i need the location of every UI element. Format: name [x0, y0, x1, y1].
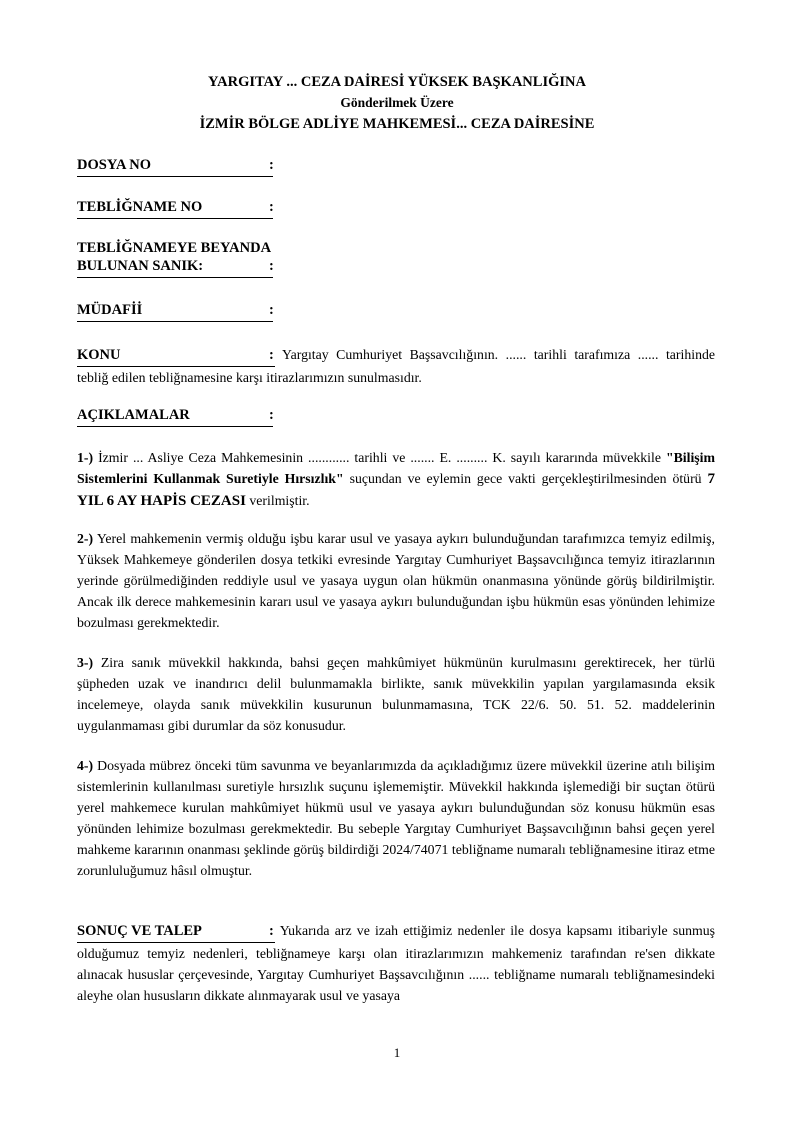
paragraph-1: [77, 447, 715, 512]
field-colon: :: [269, 347, 274, 363]
sanik-field: [77, 240, 273, 275]
paragraph-3: [77, 652, 715, 736]
konu-text: Yargıtay Cumhuriyet Başsavcılığının. ...... tarihli tarafımıza ...... tarihinde tebliğ edilen tebliğnamesine karşı itirazlarımızın sunulmasıdır.: [77, 347, 716, 385]
tebligname-no-label: TEBLİĞNAME NO: [77, 199, 273, 216]
paragraph-number: 2-): [77, 531, 94, 546]
paragraph-number: 4-): [77, 758, 94, 773]
paragraph-number: 3-): [77, 655, 94, 670]
paragraph-text: İzmir ... Asliye Ceza Mahkemesinin ............ tarihli ve ....... E. ......... K. sayılı kararında müvekkile: [98, 450, 661, 465]
field-colon: :: [269, 923, 274, 939]
aciklamalar-label: AÇIKLAMALAR: [77, 407, 190, 423]
sonuc-section: [77, 920, 715, 1006]
field-colon: :: [269, 157, 274, 173]
page-number: 1: [393, 1045, 401, 1060]
crime-name: "Bilişim Sistemlerini Kullanmak Suretiyle Hırsızlık": [77, 450, 715, 486]
dosya-no-field: [77, 157, 273, 174]
sanik-label-line2: BULUNAN SANIK:: [77, 258, 273, 275]
konu-section: [77, 344, 715, 388]
sonuc-label: SONUÇ VE TALEP: [77, 923, 202, 939]
mudafi-field: [77, 302, 273, 319]
tebligname-no-field: [77, 199, 273, 216]
field-colon: :: [269, 302, 274, 318]
aciklamalar-section: [77, 404, 715, 427]
paragraph-2: [77, 528, 715, 633]
paragraph-text: suçundan ve eylemin gece vakti gerçekleştirilmesinden ötürü: [349, 471, 702, 486]
paragraph-text: Yerel mahkemenin vermiş olduğu işbu karar usul ve yasaya aykırı bulunduğundan tarafımızca temyiz edilmiş, Yüksek Mahkemeye gönderilen dosya tetkiki evresinde Yargıtay Cumhuriyet Başsavcılığınca temyiz itirazlarının yerinde görülmediğinden reddiyle usul ve yasaya uygun olan hükmün onanmasına yönünde görüş bildirilmiştir. Ancak ilk derece mahkemesinin kararı usul ve yasaya aykırı bulunduğundan işbu hükmün esas yönünden lehimize bozulması gerekmektedir.: [77, 531, 715, 630]
paragraph-number: 1-): [77, 450, 94, 465]
paragraph-text: Zira sanık müvekkil hakkında, bahsi geçen mahkûmiyet hükmünün kurulmasını gerektirecek, her türlü şüpheden uzak ve inandırıcı delil bulunmamakla birlikte, sanık müvekkilin yapılan yargılamasında eksik incelemeye, olayda sanık müvekkilin kusurunun bulunmamasına, TCK 22/6. 50. 51. 52. maddelerinin uygulanmaması gibi durumlar da söz konusudur.: [77, 655, 715, 733]
mudafi-label: MÜDAFİİ: [77, 302, 273, 319]
paragraph-4: [77, 755, 715, 881]
field-colon: :: [269, 258, 274, 274]
sonuc-text: Yukarıda arz ve izah ettiğimiz nedenler ile dosya kapsamı itibariyle sunmuş olduğumuz temyiz nedenleri, tebliğnameye karşı olan itirazlarımızın mahkemeniz tarafından re'sen dikkate alınacak hususlar çerçevesinde, Yargıtay Cumhuriyet Başsavcılığının ...... tebliğname numaralı tebliğnamesindeki aleyhe olan hususların dikkate alınmayarak usul ve yasaya: [77, 923, 716, 1003]
paragraph-text: Dosyada mübrez önceki tüm savunma ve beyanlarımızda da açıkladığımız üzere müvekkil üzerine atılı bilişim sistemlerinin kullanılması suretiyle hırsızlık suçunu işlememiştir. Müvekkil hakkında işlemediği bir suçtan ötürü yerel mahkemece kurulan mahkûmiyet hükmü usul ve yasaya aykırı bulunduğundan söz konusu hükmün esas yönünden lehimize bozulması gerekmektedir. Bu sebeple Yargıtay Cumhuriyet Başsavcılığının bahsi geçen yerel mahkeme kararının onanması şeklinde görüş bildirdiği 2024/74071 tebliğname numaralı tebliğnamesine itiraz etme zorunluluğumuz hâsıl olmuştur.: [77, 758, 715, 878]
dosya-no-label: DOSYA NO: [77, 157, 273, 174]
sentence-text: 7 YIL 6 AY HAPİS CEZASI: [77, 471, 716, 509]
court-title: YARGITAY ... CEZA DAİRESİ YÜKSEK BAŞKANLIĞINA: [208, 74, 586, 90]
court-subtitle: Gönderilmek Üzere: [340, 95, 454, 110]
regional-court-title: İZMİR BÖLGE ADLİYE MAHKEMESİ... CEZA DAİRESİNE: [199, 116, 595, 132]
field-colon: :: [269, 199, 274, 215]
sanik-label-line1: TEBLİĞNAMEYE BEYANDA: [77, 240, 272, 256]
field-colon: :: [269, 407, 274, 423]
sonuc-label-wrap: [77, 921, 275, 943]
paragraph-text: verilmiştir.: [249, 493, 310, 508]
konu-label-wrap: [77, 345, 275, 367]
aciklamalar-label-wrap: [77, 405, 273, 427]
konu-label: KONU: [77, 347, 121, 363]
